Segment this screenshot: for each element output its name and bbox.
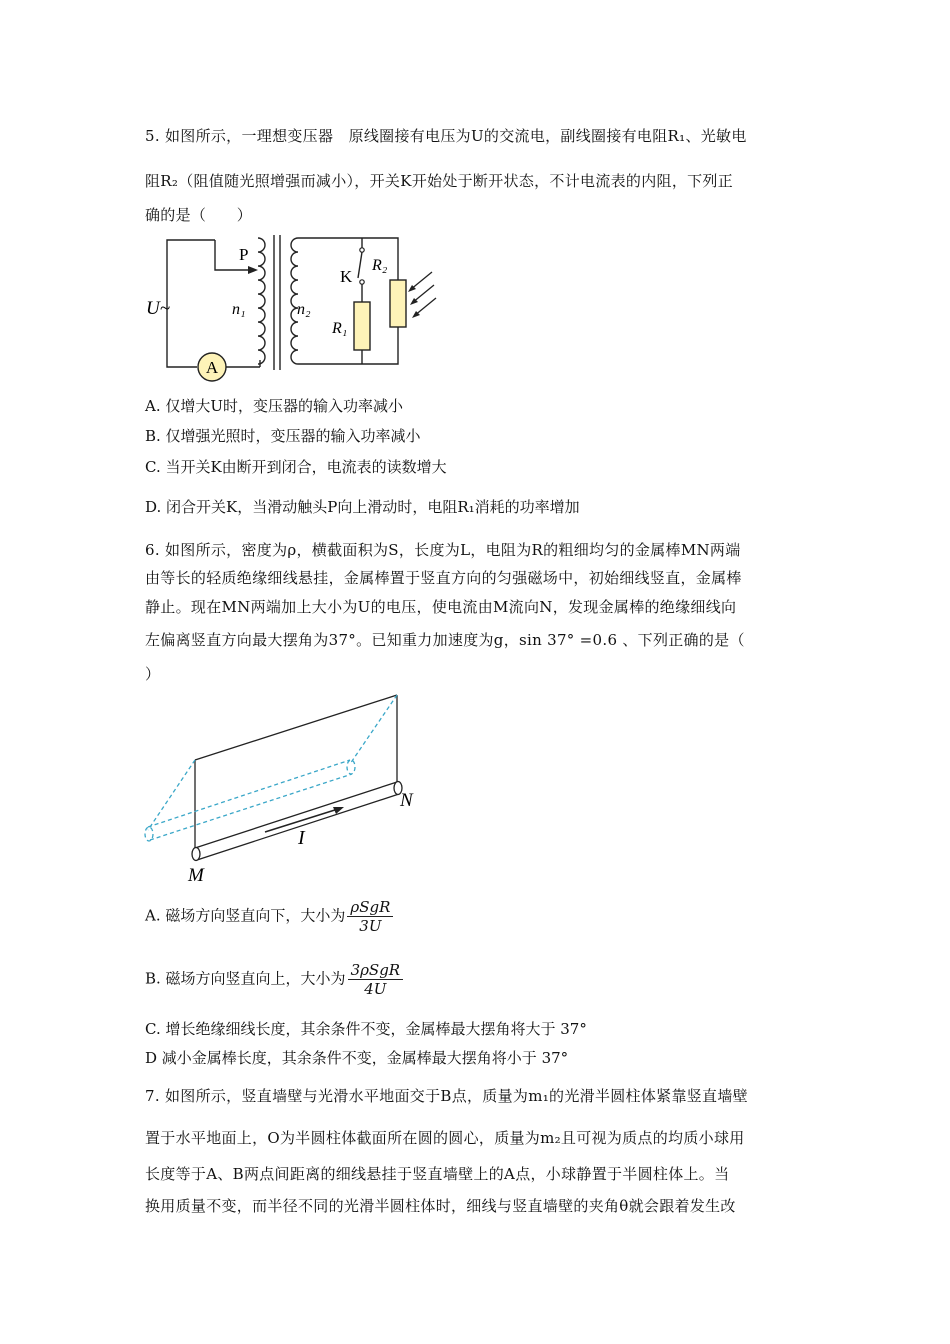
q5-line-2: 阻R₂（阻值随光照增强而减小），开关K开始处于断开状态，不计电流表的内阻，下列正	[145, 172, 734, 190]
q5-circuit-figure	[140, 230, 440, 382]
q6-option-a-denominator: 3U	[359, 917, 382, 935]
primary-coil-icon	[258, 238, 265, 364]
q6-rod-figure	[140, 690, 430, 890]
q7-line-2: 置于水平地面上，O为半圆柱体截面所在圆的圆心，质量为m₂且可视为质点的均质小球用	[145, 1129, 745, 1147]
q6-line-4: 左偏离竖直方向最大摆角为37°。已知重力加速度为g，sin 37° =0.6 、下列正确的是（	[145, 631, 745, 649]
q5-option-c: C. 当开关K由断开到闭合，电流表的读数增大	[145, 458, 447, 476]
q6-option-a-numerator: ρSgR	[347, 898, 393, 917]
q7-line-3: 长度等于A、B两点间距离的细线悬挂于竖直墙壁上的A点，小球静置于半圆柱体上。当	[145, 1165, 730, 1183]
deflected-position-dashed	[145, 695, 397, 841]
switch-icon	[358, 252, 362, 278]
q6-option-b-text: B. 磁场方向竖直向上，大小为	[145, 969, 346, 988]
current-label: I	[298, 827, 305, 849]
ammeter-label: A	[205, 358, 219, 377]
r2-label: R₂	[372, 257, 388, 274]
q7-line-1: 7. 如图所示，竖直墙壁与光滑水平地面交于B点，质量为m₁的光滑半圆柱体紧靠竖直墙壁	[145, 1087, 748, 1105]
q7-line-4: 换用质量不变，而半径不同的光滑半圆柱体时，细线与竖直墙壁的夹角θ就会跟着发生改	[145, 1197, 736, 1215]
q6-option-b-fraction	[348, 961, 404, 998]
q6-line-2: 由等长的轻质绝缘细线悬挂，金属棒置于竖直方向的匀强磁场中，初始细线竖直，金属棒	[145, 569, 742, 587]
q5-line-1: 5. 如图所示，一理想变压器 原线圈接有电压为U的交流电，副线圈接有电阻R₁、光敏电	[145, 127, 747, 145]
q6-line-3: 静止。现在MN两端加上大小为U的电压，使电流由M流向N，发现金属棒的绝缘细线向	[145, 598, 737, 616]
r1-label: R₁	[332, 320, 348, 337]
m-label: M	[188, 865, 204, 886]
tap-label: P	[239, 245, 249, 264]
source-label: U~	[146, 298, 171, 319]
n1-label: n₁	[232, 301, 246, 318]
n-label: N	[400, 790, 413, 811]
q6-line-1: 6. 如图所示，密度为ρ，横截面积为S，长度为L，电阻为R的粗细均匀的金属棒MN两端	[145, 541, 741, 559]
q6-option-b-numerator: 3ρSgR	[348, 961, 404, 980]
q5-option-a: A. 仅增大U时，变压器的输入功率减小	[145, 397, 404, 415]
q5-option-d: D. 闭合开关K，当滑动触头P向上滑动时，电阻R₁消耗的功率增加	[145, 498, 580, 516]
n2-label: n₂	[297, 301, 311, 318]
q6-option-d: D 减小金属棒长度，其余条件不变，金属棒最大摆角将小于 37°	[145, 1049, 569, 1067]
q5-option-b: B. 仅增强光照时，变压器的输入功率减小	[145, 427, 421, 445]
rod-end-m	[192, 848, 200, 861]
q6-option-a-text: A. 磁场方向竖直向下，大小为	[145, 906, 346, 925]
q6-option-a-fraction	[347, 898, 393, 935]
switch-label: K	[340, 267, 353, 286]
q6-option-a	[145, 898, 393, 935]
q5-line-3: 确的是（ ）	[145, 206, 253, 224]
q6-line-5: ）	[145, 665, 161, 683]
q6-option-c: C. 增长绝缘细线长度，其余条件不变，金属棒最大摆角将大于 37°	[145, 1020, 587, 1038]
q6-option-b	[145, 961, 403, 998]
photoresistor-icon	[390, 280, 406, 327]
q6-option-b-denominator: 4U	[364, 980, 387, 998]
resistor-r1-icon	[354, 302, 370, 350]
